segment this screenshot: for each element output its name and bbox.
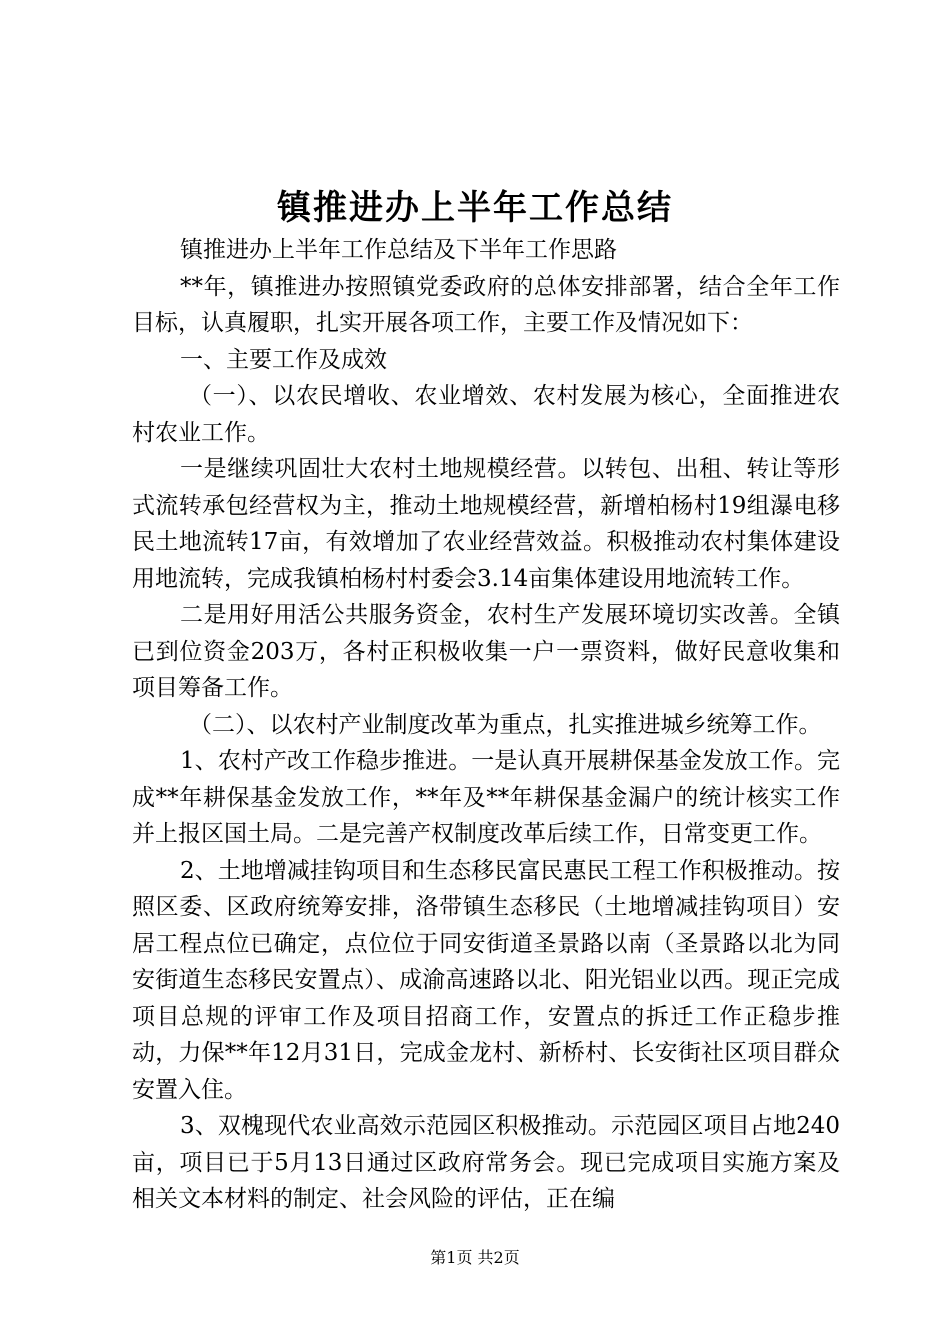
subsection-heading-2: （二）、以农村产业制度改革为重点，扎实推进城乡统筹工作。 (189, 711, 822, 738)
body-paragraph: 二是用好用活公共服务资金，农村生产发展环境切实改善。全镇已到位资金203万，各村正积极收集一户一票资料，做好民意收集和项目筹备工作。 (132, 602, 840, 701)
document-title: 镇推进办上半年工作总结 (277, 188, 673, 228)
body-paragraph: 一是继续巩固壮大农村土地规模经营。以转包、出租、转让等形式流转承包经营权为主，推动土地规模经营，新增柏杨村19组瀑电移民土地流转17亩，有效增加了农业经营效益。积极推动农村集体建设用地流转，完成我镇柏杨村村委会3.14亩集体建设用地流转工作。 (132, 456, 840, 592)
intro-paragraph: **年，镇推进办按照镇党委政府的总体安排部署，结合全年工作目标，认真履职，扎实开展各项工作，主要工作及情况如下： (132, 273, 840, 336)
section-heading-1: 一、主要工作及成效 (180, 346, 387, 373)
page-number-footer: 第1页 共2页 (430, 1248, 520, 1267)
document-body (132, 232, 840, 1218)
body-paragraph: 2、土地增减挂钩项目和生态移民富民惠民工程工作积极推动。按照区委、区政府统筹安排，洛带镇生态移民（土地增减挂钩项目）安居工程点位已确定，点位位于同安街道圣景路以南（圣景路以北为同安街道生态移民安置点）、成渝高速路以北、阳光铝业以西。现正完成项目总规的评审工作及项目招商工作，安置点的拆迁工作正稳步推动，力保**年12月31日，完成金龙村、新桥村、长安街社区项目群众安置入住。 (132, 857, 840, 1103)
body-paragraph: 1、农村产改工作稳步推进。一是认真开展耕保基金发放工作。完成**年耕保基金发放工作，**年及**年耕保基金漏户的统计核实工作并上报区国土局。二是完善产权制度改革后续工作，日常变更工作。 (132, 748, 840, 847)
body-paragraph: 3、双槐现代农业高效示范园区积极推动。示范园区项目占地240亩，项目已于5月13日通过区政府常务会。现已完成项目实施方案及相关文本材料的制定、社会风险的评估，正在编 (132, 1113, 840, 1212)
subsection-heading-1: （一）、以农民增收、农业增效、农村发展为核心，全面推进农村农业工作。 (132, 383, 840, 446)
subtitle-paragraph: 镇推进办上半年工作总结及下半年工作思路 (180, 237, 617, 263)
